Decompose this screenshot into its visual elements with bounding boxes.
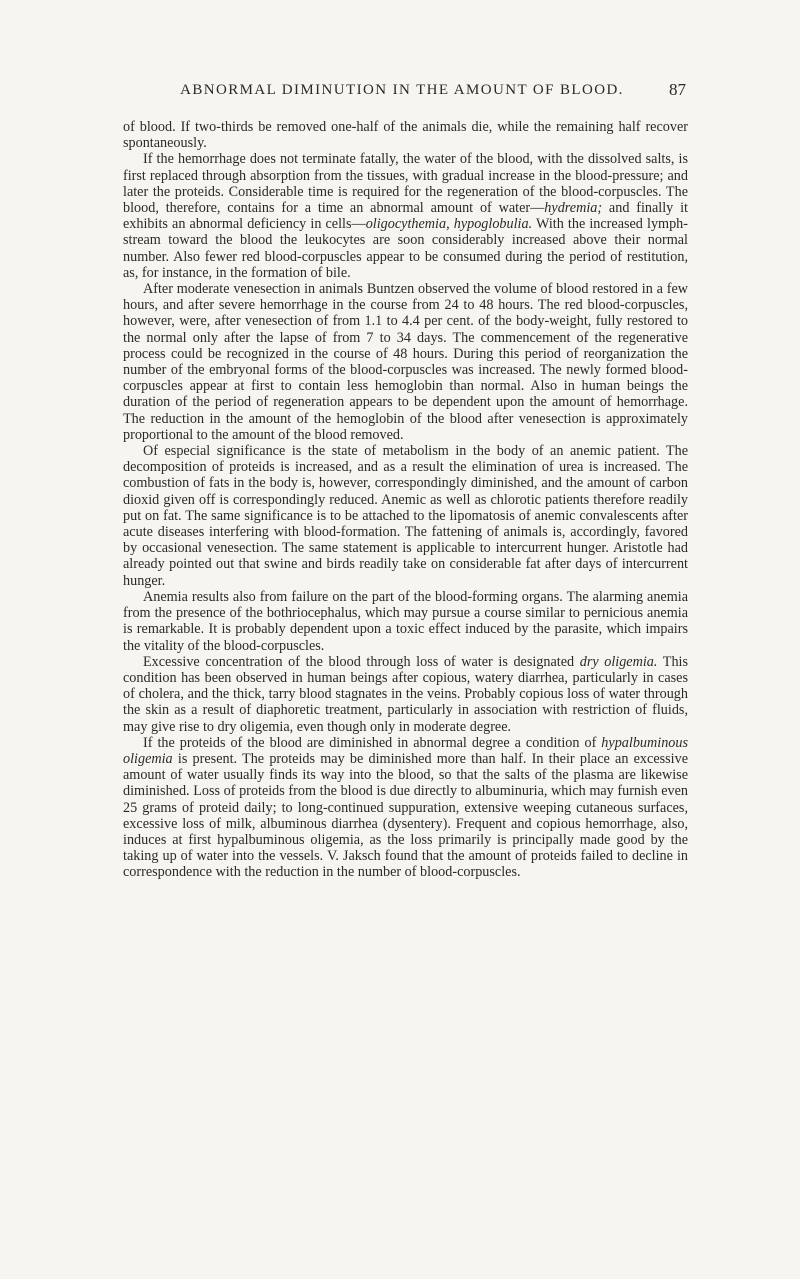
text-run: of blood. If two-thirds be removed one-half of the animals die, while the remaining half recover spontaneously. — [123, 119, 688, 152]
running-title: ABNORMAL DIMINUTION IN THE AMOUNT OF BLOOD. — [180, 82, 624, 98]
text-run: is present. The proteids may be diminished more than half. In their place an excessive amount of water usually finds its way into the blood, so that the salts of the plasma are likewise diminished. Loss of proteids from the blood is due directly to albuminuria, which may furnish even 25 grams of proteid daily; to long-continued suppuration, extensive weeping cutaneous surfaces, excessive loss of milk, albuminous diarrhea (dysentery). Frequent and copious hemorrhage, also, induces at first hypalbuminous oligemia, as the loss primarily is principally made good by the taking up of water into the vessels. V. Jaksch found that the amount of proteids failed to decline in correspondence with the reduction in the number of blood-corpuscles. — [123, 750, 688, 881]
text-run: After moderate venesection in animals Buntzen observed the volume of blood restored in a few hours, and after severe hemorrhage in the course from 24 to 48 hours. The red blood-corpuscles, however, were, after venesection of from 1.1 to 4.4 per cent. of the body-weight, fully restored to the normal only after the lapse of from 7 to 34 days. The commencement of the regenerative process could be recognized in the course of 48 hours. During this period of reorganization the number of the embryonal forms of the blood-corpuscles was increased. The newly formed blood-corpuscles appear at first to contain less hemoglobin than normal. Also in human beings the duration of the period of regeneration appears to be dependent upon the amount of hemorrhage. The reduction in the amount of the hemoglobin of the blood after venesection is approximately proportional to the amount of the blood removed. — [123, 281, 688, 443]
italic-term: oligocythemia, hypoglobulia. — [365, 216, 533, 233]
body-text — [123, 119, 688, 881]
text-run: Of especial significance is the state of metabolism in the body of an anemic patient. The decomposition of proteids is increased, and as a result the elimination of urea is increased. The combustion of fats in the body is, however, correspondingly diminished, and the amount of carbon dioxid given off is correspondingly reduced. Anemic as well as chlorotic patients therefore readily put on fat. The same significance is to be attached to the lipomatosis of anemic convalescents after acute diseases interfering with blood-formation. The fattening of animals is, accordingly, favored by occasional venesection. The same statement is applicable to intercurrent hunger. Aristotle had already pointed out that swine and birds readily take on considerable fat after days of intercurrent hunger. — [123, 443, 688, 589]
text-run: If the proteids of the blood are diminished in abnormal degree a condition of — [143, 734, 602, 751]
italic-term: hypalbuminous oligemia — [123, 734, 688, 767]
page-number: 87 — [669, 80, 686, 99]
text-run: If the hemorrhage does not terminate fatally, the water of the blood, with the dissolved salts, is first replaced through absorption from the tissues, with gradual increase in the blood-pressure; and later the proteids. Considerable time is required for the regeneration of the blood-corpuscles. The blood, therefore, contains for a time an abnormal amount of water— — [123, 151, 688, 217]
paragraph — [123, 589, 688, 654]
paragraph — [123, 654, 688, 735]
text-run: This condition has been observed in human beings after copious, watery diarrhea, particularly in cases of cholera, and the thick, tarry blood stagnates in the veins. Probably copious loss of water through the skin as a result of diaphoretic treatment, particularly in association with restriction of fluids, may give rise to dry oligemia, even though only in moderate degree. — [123, 653, 689, 735]
paragraph — [123, 151, 688, 281]
paragraph — [123, 119, 688, 151]
text-run: Anemia results also from failure on the part of the blood-forming organs. The alarming anemia from the presence of the bothriocephalus, which may pursue a course similar to pernicious anemia is remarkable. It is probably dependent upon a toxic effect induced by the parasite, which impairs the vitality of the blood-corpuscles. — [123, 588, 688, 654]
text-run: Excessive concentration of the blood through loss of water is designated — [143, 653, 580, 670]
italic-term: hydremia; — [544, 200, 603, 217]
text-run: and finally it exhibits an abnormal deficiency in cells— — [123, 200, 688, 233]
text-run: With the increased lymph-stream toward the blood the leukocytes are soon considerably increased above their normal number. Also fewer red blood-corpuscles appear to be consumed during the period of restitution, as, for instance, in the formation of bile. — [123, 216, 688, 281]
paragraph — [123, 735, 688, 881]
italic-term: dry oligemia. — [579, 653, 658, 670]
paragraph — [123, 443, 688, 589]
paragraph — [123, 281, 688, 443]
